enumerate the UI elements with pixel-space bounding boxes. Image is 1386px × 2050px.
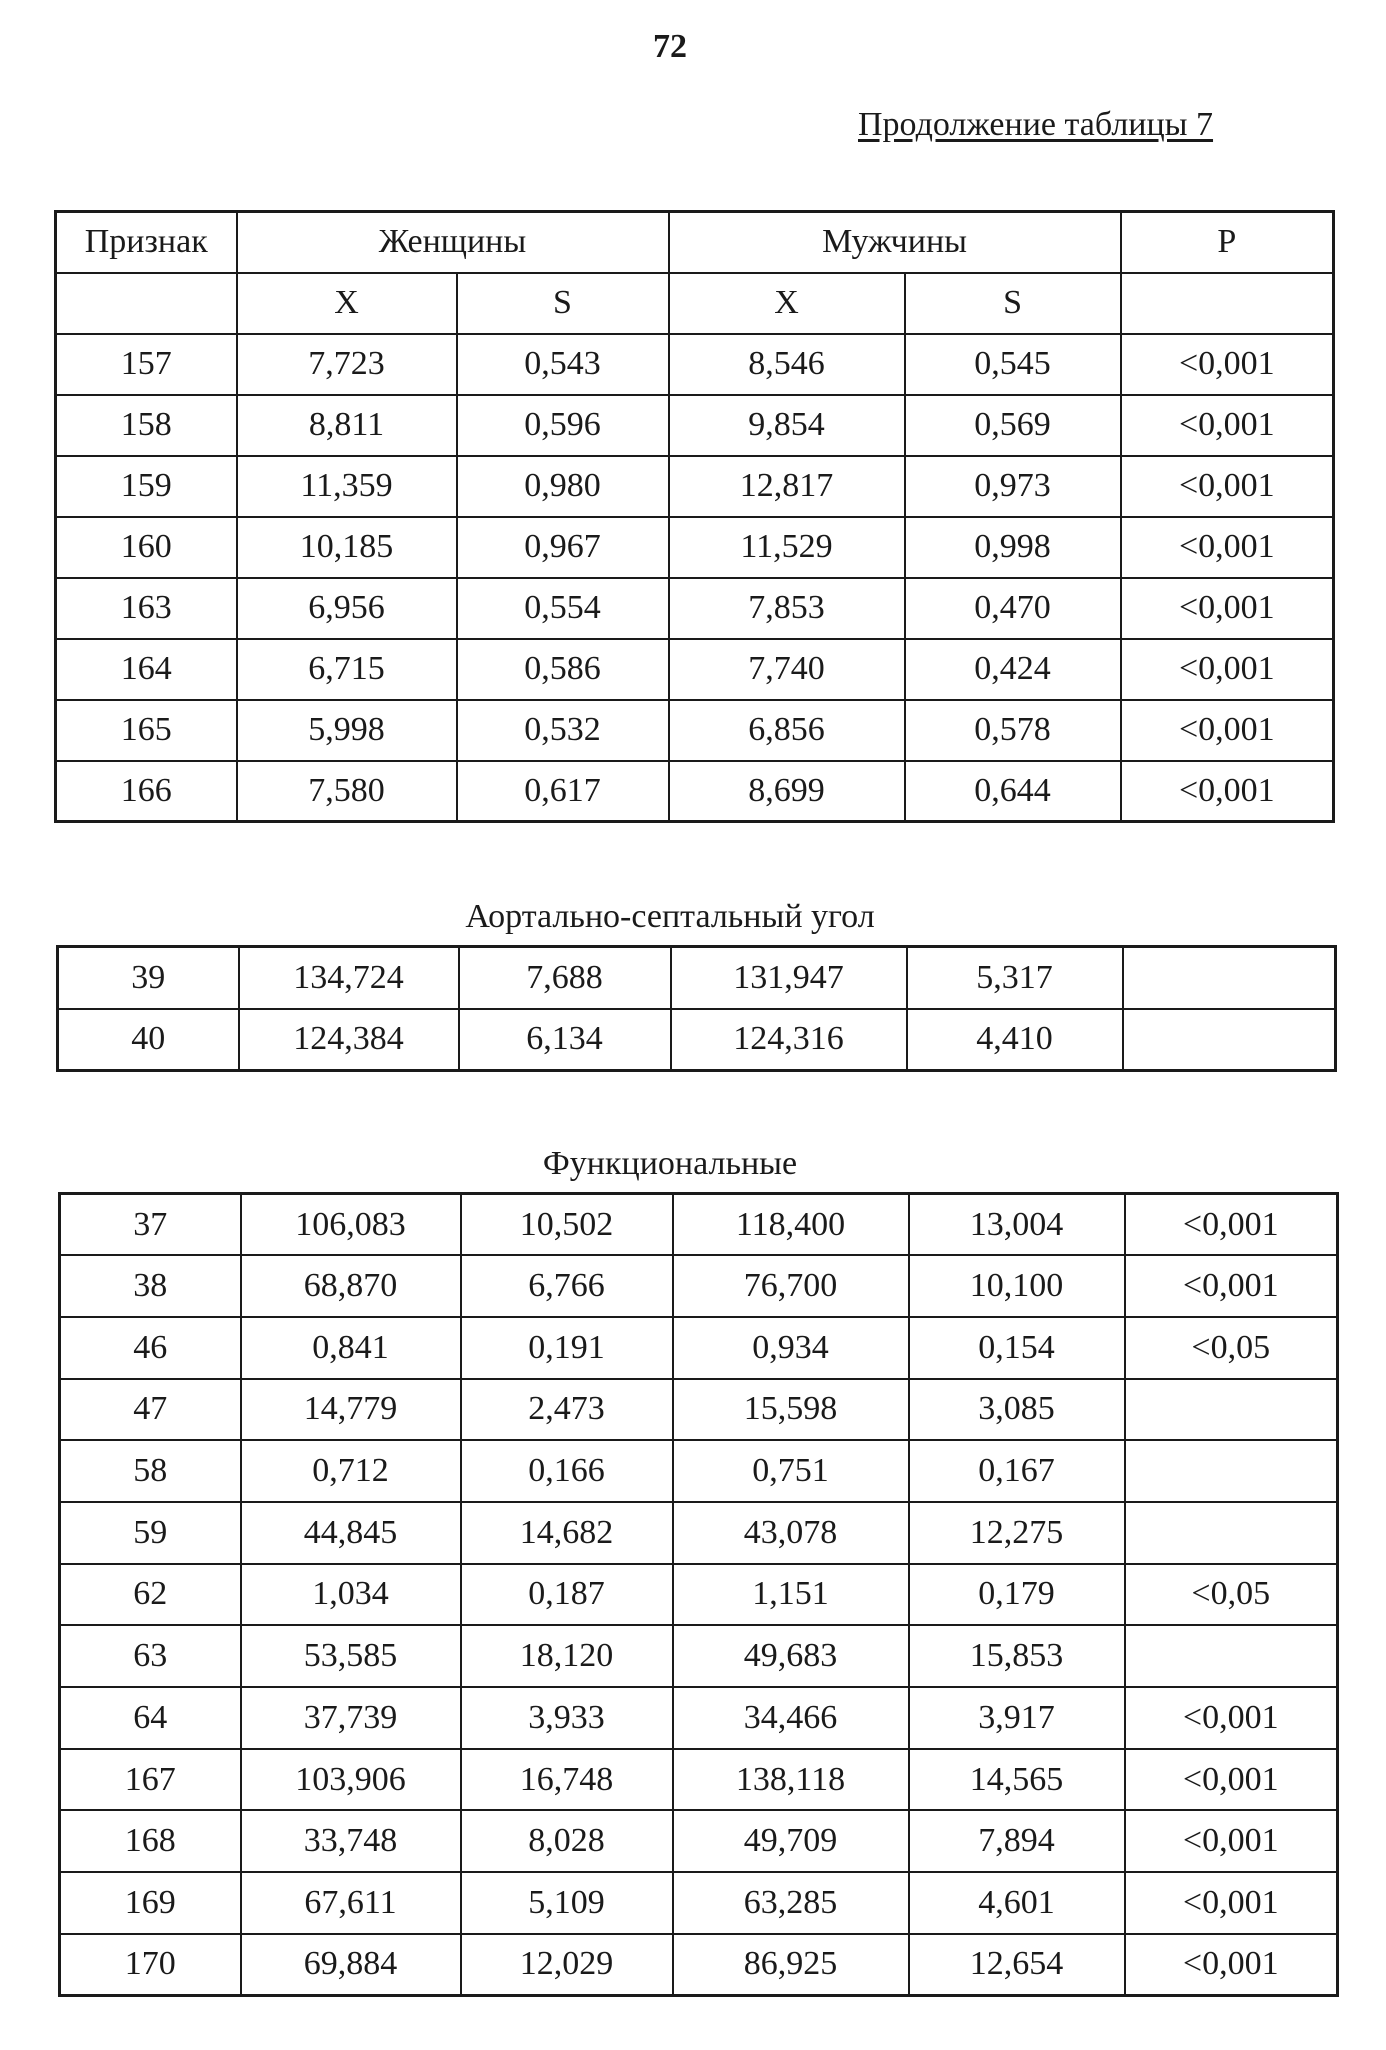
cell-women-s: 0,617 — [457, 761, 669, 822]
cell-women-s: 12,029 — [461, 1934, 673, 1996]
cell-men-x: 8,546 — [669, 334, 905, 395]
cell-men-s: 0,578 — [905, 700, 1121, 761]
cell-women-x: 0,712 — [241, 1440, 461, 1502]
cell-p: <0,001 — [1121, 700, 1334, 761]
cell-feature: 163 — [56, 578, 237, 639]
subheader-women-x: X — [237, 273, 457, 334]
cell-men-x: 1,151 — [673, 1564, 909, 1626]
cell-p: <0,05 — [1125, 1317, 1338, 1379]
cell-men-s: 12,275 — [909, 1502, 1125, 1564]
table-row — [56, 334, 1334, 395]
table-row — [60, 1749, 1338, 1811]
cell-women-x: 106,083 — [241, 1194, 461, 1256]
cell-men-x: 138,118 — [673, 1749, 909, 1811]
cell-women-s: 0,187 — [461, 1564, 673, 1626]
cell-women-s: 14,682 — [461, 1502, 673, 1564]
cell-women-x: 124,384 — [239, 1009, 459, 1071]
cell-p: <0,001 — [1125, 1810, 1338, 1872]
cell-women-s: 3,933 — [461, 1687, 673, 1749]
cell-feature: 169 — [60, 1872, 241, 1934]
cell-p: <0,001 — [1121, 334, 1334, 395]
cell-women-x: 67,611 — [241, 1872, 461, 1934]
table-row — [60, 1502, 1338, 1564]
cell-men-s: 13,004 — [909, 1194, 1125, 1256]
table-row — [60, 1872, 1338, 1934]
cell-women-x: 10,185 — [237, 517, 457, 578]
cell-men-s: 3,085 — [909, 1379, 1125, 1441]
cell-men-x: 9,854 — [669, 395, 905, 456]
table-row — [60, 1379, 1338, 1441]
cell-feature: 58 — [60, 1440, 241, 1502]
cell-women-s: 18,120 — [461, 1625, 673, 1687]
cell-women-x: 5,998 — [237, 700, 457, 761]
cell-men-x: 43,078 — [673, 1502, 909, 1564]
table-row — [60, 1687, 1338, 1749]
cell-women-x: 37,739 — [241, 1687, 461, 1749]
table-row — [58, 947, 1336, 1009]
header-women: Женщины — [237, 212, 669, 273]
cell-feature: 47 — [60, 1379, 241, 1441]
cell-men-s: 3,917 — [909, 1687, 1125, 1749]
cell-women-s: 0,967 — [457, 517, 669, 578]
cell-p: <0,001 — [1125, 1872, 1338, 1934]
cell-women-x: 44,845 — [241, 1502, 461, 1564]
cell-men-s: 0,154 — [909, 1317, 1125, 1379]
cell-women-s: 0,191 — [461, 1317, 673, 1379]
cell-women-x: 0,841 — [241, 1317, 461, 1379]
cell-women-s: 8,028 — [461, 1810, 673, 1872]
table-row — [60, 1194, 1338, 1256]
cell-feature: 64 — [60, 1687, 241, 1749]
cell-women-x: 53,585 — [241, 1625, 461, 1687]
cell-p: <0,001 — [1125, 1255, 1338, 1317]
cell-men-s: 4,601 — [909, 1872, 1125, 1934]
table-row — [56, 700, 1334, 761]
functional-table — [58, 1192, 1339, 1997]
cell-men-x: 15,598 — [673, 1379, 909, 1441]
cell-feature: 38 — [60, 1255, 241, 1317]
table-row — [60, 1810, 1338, 1872]
cell-men-x: 49,683 — [673, 1625, 909, 1687]
aorto-septal-table — [56, 945, 1337, 1072]
subheader-empty — [56, 273, 237, 334]
table-row — [56, 517, 1334, 578]
cell-p: <0,001 — [1121, 517, 1334, 578]
cell-women-s: 0,166 — [461, 1440, 673, 1502]
cell-women-s: 6,766 — [461, 1255, 673, 1317]
cell-women-s: 0,596 — [457, 395, 669, 456]
cell-men-x: 11,529 — [669, 517, 905, 578]
table-continuation-title: Продолжение таблицы 7 — [858, 106, 1214, 143]
cell-p — [1125, 1440, 1338, 1502]
main-table-body — [56, 334, 1334, 822]
cell-women-s: 6,134 — [459, 1009, 671, 1071]
cell-men-s: 0,644 — [905, 761, 1121, 822]
cell-men-x: 8,699 — [669, 761, 905, 822]
page-number: 72 — [653, 28, 687, 65]
functional-caption: Функциональные — [542, 1145, 798, 1182]
cell-p — [1123, 1009, 1336, 1071]
cell-women-x: 11,359 — [237, 456, 457, 517]
cell-feature: 39 — [58, 947, 239, 1009]
cell-women-x: 7,723 — [237, 334, 457, 395]
header-feature: Признак — [56, 212, 237, 273]
cell-feature: 59 — [60, 1502, 241, 1564]
cell-women-x: 6,956 — [237, 578, 457, 639]
subheader-p-empty — [1121, 273, 1334, 334]
cell-p — [1125, 1379, 1338, 1441]
cell-feature: 165 — [56, 700, 237, 761]
cell-women-s: 7,688 — [459, 947, 671, 1009]
cell-men-x: 118,400 — [673, 1194, 909, 1256]
aorto-table-body — [58, 947, 1336, 1071]
aorto-septal-caption: Аортально-септальный угол — [465, 898, 875, 935]
cell-women-x: 33,748 — [241, 1810, 461, 1872]
table-row — [60, 1564, 1338, 1626]
cell-men-x: 34,466 — [673, 1687, 909, 1749]
header-p: P — [1121, 212, 1334, 273]
cell-feature: 159 — [56, 456, 237, 517]
cell-p: <0,001 — [1121, 395, 1334, 456]
table-row — [56, 639, 1334, 700]
cell-feature: 63 — [60, 1625, 241, 1687]
cell-women-s: 5,109 — [461, 1872, 673, 1934]
table-row — [60, 1317, 1338, 1379]
cell-feature: 62 — [60, 1564, 241, 1626]
table-row — [60, 1625, 1338, 1687]
cell-women-x: 8,811 — [237, 395, 457, 456]
cell-men-x: 124,316 — [671, 1009, 907, 1071]
cell-men-x: 0,751 — [673, 1440, 909, 1502]
cell-men-s: 0,167 — [909, 1440, 1125, 1502]
cell-feature: 157 — [56, 334, 237, 395]
cell-men-s: 15,853 — [909, 1625, 1125, 1687]
cell-men-x: 6,856 — [669, 700, 905, 761]
table-row — [58, 1009, 1336, 1071]
table-row — [60, 1934, 1338, 1996]
cell-men-s: 5,317 — [907, 947, 1123, 1009]
cell-feature: 164 — [56, 639, 237, 700]
table-row — [60, 1255, 1338, 1317]
cell-men-x: 7,740 — [669, 639, 905, 700]
cell-women-s: 16,748 — [461, 1749, 673, 1811]
header-men: Мужчины — [669, 212, 1121, 273]
table-row — [60, 1440, 1338, 1502]
cell-women-s: 0,586 — [457, 639, 669, 700]
table-row — [56, 456, 1334, 517]
cell-feature: 158 — [56, 395, 237, 456]
cell-men-x: 86,925 — [673, 1934, 909, 1996]
cell-men-s: 12,654 — [909, 1934, 1125, 1996]
header-row — [56, 212, 1334, 273]
cell-p: <0,001 — [1125, 1749, 1338, 1811]
cell-feature: 160 — [56, 517, 237, 578]
cell-feature: 168 — [60, 1810, 241, 1872]
cell-men-s: 0,179 — [909, 1564, 1125, 1626]
subheader-men-x: X — [669, 273, 905, 334]
cell-women-x: 6,715 — [237, 639, 457, 700]
func-table-body — [60, 1194, 1338, 1996]
cell-women-s: 0,554 — [457, 578, 669, 639]
cell-p: <0,001 — [1125, 1194, 1338, 1256]
cell-p: <0,001 — [1121, 578, 1334, 639]
table-row — [56, 761, 1334, 822]
cell-men-x: 76,700 — [673, 1255, 909, 1317]
cell-men-s: 4,410 — [907, 1009, 1123, 1071]
cell-women-x: 14,779 — [241, 1379, 461, 1441]
cell-women-s: 2,473 — [461, 1379, 673, 1441]
cell-p: <0,001 — [1125, 1687, 1338, 1749]
cell-women-x: 7,580 — [237, 761, 457, 822]
cell-feature: 46 — [60, 1317, 241, 1379]
cell-women-x: 134,724 — [239, 947, 459, 1009]
cell-p — [1123, 947, 1336, 1009]
cell-men-x: 0,934 — [673, 1317, 909, 1379]
cell-p: <0,001 — [1121, 639, 1334, 700]
cell-women-s: 10,502 — [461, 1194, 673, 1256]
subheader-men-s: S — [905, 273, 1121, 334]
cell-p: <0,05 — [1125, 1564, 1338, 1626]
cell-women-s: 0,532 — [457, 700, 669, 761]
cell-feature: 166 — [56, 761, 237, 822]
cell-feature: 37 — [60, 1194, 241, 1256]
cell-women-s: 0,543 — [457, 334, 669, 395]
cell-men-s: 0,470 — [905, 578, 1121, 639]
cell-men-s: 0,424 — [905, 639, 1121, 700]
cell-p — [1125, 1625, 1338, 1687]
cell-men-s: 0,545 — [905, 334, 1121, 395]
subheader-row — [56, 273, 1334, 334]
cell-men-s: 7,894 — [909, 1810, 1125, 1872]
cell-women-x: 103,906 — [241, 1749, 461, 1811]
cell-men-s: 14,565 — [909, 1749, 1125, 1811]
main-data-table — [54, 210, 1335, 823]
cell-feature: 170 — [60, 1934, 241, 1996]
cell-feature: 167 — [60, 1749, 241, 1811]
table-row — [56, 395, 1334, 456]
cell-men-s: 10,100 — [909, 1255, 1125, 1317]
cell-p — [1125, 1502, 1338, 1564]
cell-men-s: 0,973 — [905, 456, 1121, 517]
cell-men-x: 63,285 — [673, 1872, 909, 1934]
cell-p: <0,001 — [1121, 761, 1334, 822]
cell-women-s: 0,980 — [457, 456, 669, 517]
cell-p: <0,001 — [1121, 456, 1334, 517]
cell-women-x: 69,884 — [241, 1934, 461, 1996]
cell-women-x: 1,034 — [241, 1564, 461, 1626]
cell-men-s: 0,569 — [905, 395, 1121, 456]
cell-women-x: 68,870 — [241, 1255, 461, 1317]
subheader-women-s: S — [457, 273, 669, 334]
cell-men-x: 131,947 — [671, 947, 907, 1009]
cell-men-s: 0,998 — [905, 517, 1121, 578]
cell-p: <0,001 — [1125, 1934, 1338, 1996]
cell-men-x: 12,817 — [669, 456, 905, 517]
cell-men-x: 49,709 — [673, 1810, 909, 1872]
table-row — [56, 578, 1334, 639]
cell-feature: 40 — [58, 1009, 239, 1071]
cell-men-x: 7,853 — [669, 578, 905, 639]
